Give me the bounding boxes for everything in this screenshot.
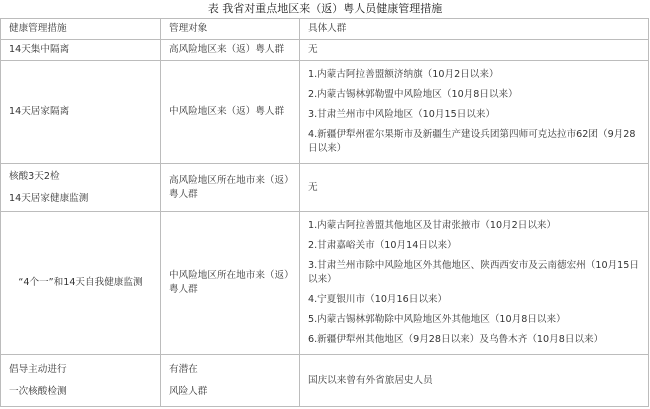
list-item: 4.宁夏银川市（10月16日以来） <box>308 294 448 305</box>
target-line: 风险人群 <box>169 385 208 397</box>
header-groups: 具体人群 <box>300 19 649 40</box>
table-row <box>1 355 649 407</box>
header-target: 管理对象 <box>161 19 300 40</box>
health-measures-table <box>0 18 649 407</box>
row-measure: 14天集中隔离 <box>1 40 161 61</box>
list-item: 2.内蒙古锡林郭勒盟中风险地区（10月8日以来） <box>308 89 518 100</box>
table-row <box>1 164 649 212</box>
row-groups: 无 <box>300 164 649 212</box>
row-target: 中风险地区来（返）粤人群 <box>161 61 300 164</box>
row-target: 高风险地区来（返）粤人群 <box>161 40 300 61</box>
row-measure <box>1 164 161 212</box>
row-groups: 国庆以来曾有外省旅居史人员 <box>300 355 649 407</box>
table-row <box>1 40 649 61</box>
table-header-row <box>1 19 649 40</box>
measure-line: 一次核酸检测 <box>9 385 67 397</box>
row-target <box>161 355 300 407</box>
header-measure: 健康管理措施 <box>1 19 161 40</box>
list-item: 2.甘肃嘉峪关市（10月14日以来） <box>308 240 457 251</box>
row-target: 高风险地区所在地市来（返）粤人群 <box>161 164 300 212</box>
list-item: 1.内蒙古阿拉善盟额济纳旗（10月2日以来） <box>308 69 499 80</box>
row-target: 中风险地区所在地市来（返）粤人群 <box>161 212 300 355</box>
list-item: 1.内蒙古阿拉善盟其他地区及甘肃张掖市（10月2日以来） <box>308 220 557 231</box>
list-item: 6.新疆伊犁州其他地区（9月28日以来）及乌鲁木齐（10月8日以来） <box>308 334 604 345</box>
list-item: 3.甘肃兰州市中风险地区（10月15日以来） <box>308 109 496 120</box>
table-caption: 表 我省对重点地区来（返）粤人员健康管理措施 <box>207 2 443 15</box>
list-item: 5.内蒙古锡林郭勒除中风险地区外其他地区（10月8日以来） <box>308 314 566 325</box>
row-measure: 14天居家隔离 <box>1 61 161 164</box>
row-groups <box>300 212 649 355</box>
row-measure: “4个一”和14天自我健康监测 <box>1 212 161 355</box>
table-row <box>1 212 649 355</box>
measure-line: 核酸3天2检 <box>9 170 60 182</box>
measure-line: 倡导主动进行 <box>9 363 67 375</box>
row-groups: 无 <box>300 40 649 61</box>
target-line: 有潜在 <box>169 363 198 375</box>
list-item: 3.甘肃兰州市除中风险地区外其他地区、陕西西安市及云南德宏州（10月15日以来） <box>308 260 639 285</box>
row-groups <box>300 61 649 164</box>
list-item: 4.新疆伊犁州霍尔果斯市及新疆生产建设兵团第四师可克达拉市62团（9月28日以来） <box>308 129 636 154</box>
row-measure <box>1 355 161 407</box>
table-row <box>1 61 649 164</box>
measure-line: 14天居家健康监测 <box>9 192 89 204</box>
